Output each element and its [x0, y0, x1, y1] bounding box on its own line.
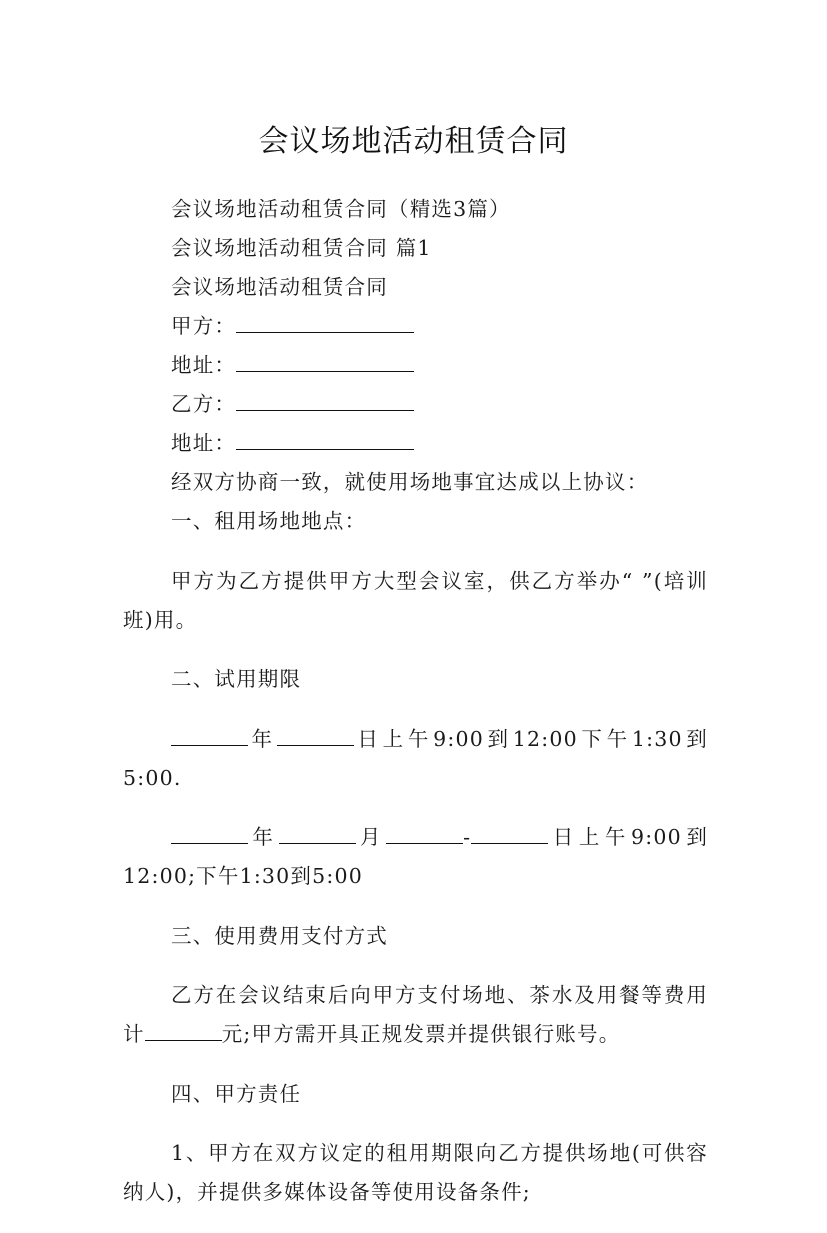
month-label-2: 月	[355, 825, 387, 849]
range-end-blank	[471, 823, 548, 844]
range-dash: -	[463, 825, 472, 849]
year-label-1: 年	[248, 726, 277, 751]
month-blank-2	[279, 823, 356, 844]
address-b-label: 地址：	[171, 431, 237, 455]
party-a-label: 甲方：	[171, 314, 237, 338]
range-start-blank	[386, 823, 463, 844]
section2-date-line-1	[123, 720, 708, 798]
fee-text: 乙方在会议结束后向甲方支付场地、茶水及用餐等费用计	[123, 983, 708, 1046]
year-blank-1	[171, 725, 248, 746]
address-a-label: 地址：	[171, 353, 237, 377]
part-heading: 会议场地活动租赁合同 篇1	[171, 236, 432, 260]
section1-heading: 一、租用场地地点：	[171, 509, 367, 533]
party-b-label: 乙方：	[171, 392, 237, 416]
contract-name: 会议场地活动租赁合同	[171, 275, 388, 299]
address-b-line	[123, 424, 708, 463]
address-a-blank	[236, 351, 414, 372]
address-b-blank	[236, 429, 414, 450]
subtitle: 会议场地活动租赁合同（精选3篇）	[171, 197, 511, 221]
party-b-blank	[236, 390, 414, 411]
day-blank-1	[277, 725, 354, 746]
fee-blank	[145, 1020, 222, 1041]
section4-item1: 1、甲方在双方议定的租用期限向乙方提供场地(可供容纳人)，并提供多媒体设备等使用设备条件;	[123, 1141, 708, 1204]
year-blank-2	[171, 823, 248, 844]
party-a-line	[123, 307, 708, 346]
section3-text	[123, 976, 708, 1054]
party-a-blank	[236, 312, 414, 333]
year-label-2: 年	[248, 825, 279, 849]
time-range-1: 日上午9:00到12:00下午1:30到5:00.	[123, 726, 708, 790]
intro-text: 经双方协商一致，就使用场地事宜达成以上协议：	[171, 470, 649, 494]
section3-heading: 三、使用费用支付方式	[171, 923, 388, 948]
time-range-2: 日上午9:00到12:00;下午1:30到5:00	[123, 825, 709, 888]
section2-date-line-2	[123, 818, 708, 896]
document-body	[123, 190, 708, 1233]
document-title: 会议场地活动租赁合同	[258, 124, 569, 160]
section1-text: 甲方为乙方提供甲方大型会议室，供乙方举办“ ”(培训班)用。	[123, 568, 708, 632]
party-b-line	[123, 385, 708, 424]
address-a-line	[123, 346, 708, 385]
section2-heading: 二、试用期限	[171, 667, 302, 691]
invoice-text: 元;甲方需开具正规发票并提供银行账号。	[221, 1022, 621, 1046]
section4-heading: 四、甲方责任	[171, 1081, 302, 1106]
